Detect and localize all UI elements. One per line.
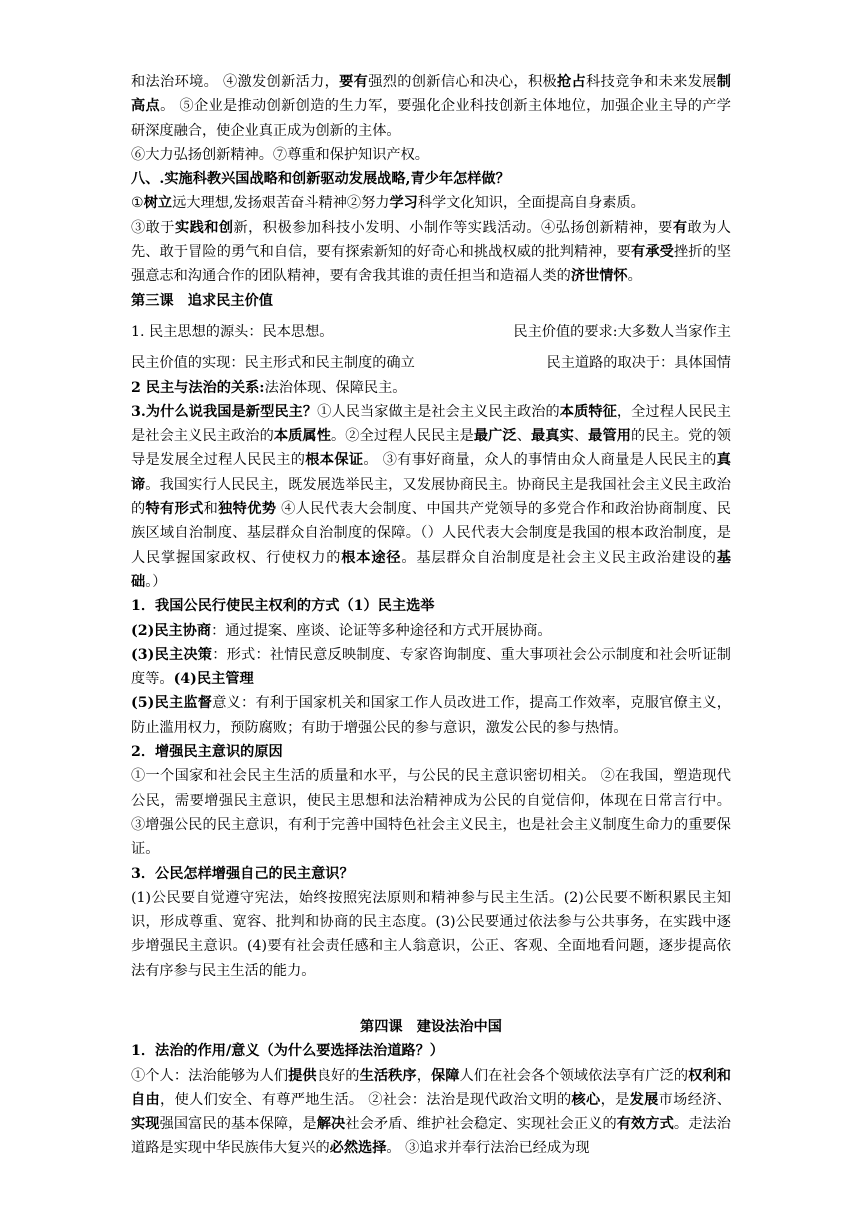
paragraph [131,70,731,143]
bold-text-run: 第三课 追求民主价值 [131,292,273,309]
paragraph [131,167,731,191]
text-run: 法治体现、保障民主。 [264,379,407,396]
bold-text-run: 特有形式 [145,501,204,518]
bold-text-run: 树立 [143,195,173,212]
paragraph [131,1064,731,1161]
bold-text-run: 保障 [431,1067,460,1084]
paragraph [131,1039,731,1063]
text-run: 意义：有利于国家机关和国家工作人员改进工作，提高工作效率，克服官僚主义，防止滥用权力，预防腐败；有助于增强公民的参与意识，激发公民的参与热情。 [131,695,731,736]
bold-text-run: 有 [672,219,688,236]
spacer [131,313,731,320]
text-run: ：通过提案、座谈、论证等多种途径和方式开展协商。 [211,622,552,639]
bold-text-run: 真谛 [131,452,731,493]
spacer [131,983,731,1005]
paragraph [131,862,731,886]
text-run: 。） [145,573,167,590]
bold-text-run: 1．法治的作用/意义（为什么要选择法治道路？） [131,1043,444,1060]
text-run: 人们在社会各个领域依法享有广泛的 [459,1067,689,1084]
text-run: ， [416,1067,432,1084]
bold-text-run: 本质属性 [273,428,331,445]
paragraph [131,289,731,313]
text-run: ：形式：社情民意反映制度、专家咨询制度、重大事项社会公示制度和社会听证制度等。 [131,646,731,688]
text-run: 远大理想,发扬艰苦奋斗精神②努力 [172,195,390,212]
text-run: 市场经济、 [658,1091,731,1108]
spacer [131,344,731,351]
paragraph [131,400,731,594]
text-run: ①个人：法治能够为人们 [131,1067,289,1084]
text-run: ，使人们安全、有尊严地生活。 ②社会：法治是现代政治文明的 [160,1091,572,1108]
bold-text-run: 最真实 [531,428,574,445]
bold-text-run: 3．公民怎样增强自己的民主意识？ [131,865,354,882]
bold-text-run: 生活秩序 [359,1067,417,1084]
two-column-row [131,320,731,344]
text-run: 的民主。党的领导是发展全过程人民民主的 [131,428,731,469]
text-run: ，全过程人民民主是社会主义民主政治的 [131,403,731,445]
bold-text-run: 1．我国公民行使民主权利的方式（1）民主选举 [131,598,435,615]
text-run: 挫折的坚强意志和沟通合作的团队精神，要有舍我其谁的责任担当和造福人类的 [131,244,731,285]
bold-text-run: (2)民主协商 [131,622,212,639]
bold-text-run: 要有 [339,74,369,90]
text-run: 。我国实行人民民主，既发展选举民主，又发展协商民主。协商民主是我国社会主义民主政治的 [131,476,731,518]
text-run: 。走法治道路是实现中华民族伟大复兴的 [131,1116,731,1157]
bold-text-run: 3.为什么说我国是新型民主？ [131,403,318,420]
bold-text-run: 本质特征 [559,403,617,420]
paragraph [131,619,731,643]
bold-text-run: 八、.实施科教兴国战略和创新驱动发展战略,青少年怎样做？ [131,171,510,188]
bold-text-run: 权利和自由 [131,1067,731,1108]
text-run: (1)公民要自觉遵守宪法，始终按照宪法原则和精神参与民主生活。(2)公民要不断积累民主知识，形成尊重、宽容、批判和协商的民主态度。(3)公民要通过依法参与公共事务，在实践中逐步增强民主意识。(4)要有社会责任感和主人翁意识，公正、客观、全面地看问题，逐步提高依法有序参与民主生活的能力。 [131,889,731,979]
text-run: 。 ⑤企业是推动创新创造的生力军，要强化企业科技创新主体地位，加强企业主导的产学研深度融合，使企业真正成为创新的主体。 [131,98,731,139]
bold-text-run: (5)民主监督 [131,695,213,712]
paragraph [131,886,731,983]
bold-text-run: 必然选择 [329,1140,387,1157]
bold-text-run: 最管用 [588,428,632,445]
bold-text-run: (4)民主管理 [173,671,254,688]
row-left-text: 1. 民主思想的源头：民本思想。 [131,323,334,340]
bold-text-run: 提供 [288,1067,317,1084]
paragraph [131,740,731,764]
two-column-row [131,351,731,375]
text-run: 、 [516,428,532,445]
bold-text-run: 根本途径 [341,549,402,566]
text-run: 。②全过程人民民主是 [331,428,474,445]
text-run: 科技竞争和未来发展 [586,74,717,90]
text-run: 。 ③追求并奉行法治已经成为现 [386,1140,590,1157]
text-run: 、 [573,428,589,445]
bold-text-run: 基础 [131,549,731,590]
bold-text-run: 解决 [316,1116,346,1133]
bold-text-run: 发展 [629,1091,659,1108]
paragraph [131,691,731,740]
document-page [131,70,731,1161]
bold-text-run: 实践和创 [174,219,234,236]
row-right-text: 民主道路的取决于：具体国情 [546,355,731,372]
text-run: 。 ③有事好商量，众人的事情由众人商量是人民民主的 [363,452,717,469]
bold-text-run: 2．增强民主意识的原因 [131,744,283,761]
text-run: 良好的 [316,1067,360,1084]
text-run: ，是 [600,1091,630,1108]
row-right-text: 民主价值的要求:大多数人当家作主 [513,323,731,340]
text-run: ⑥大力弘扬创新精神。⑦尊重和保护知识产权。 [131,146,429,163]
text-run: ③敢于 [131,219,175,236]
bold-text-run: 学习 [389,195,418,212]
paragraph [131,764,731,861]
text-run: 科学文化知识，全面提高自身素质。 [417,195,645,212]
text-run: 。基层群众自治制度是社会主义民主政治建设的 [401,549,717,566]
row-left-text: 民主价值的实现：民主形式和民主制度的确立 [131,355,415,372]
bold-text-run: (3)民主决策 [131,646,213,663]
bold-text-run: 有效方式 [616,1116,674,1133]
text-run: ① [131,195,144,212]
text-run: 和 [203,501,219,518]
text-run: ①人民当家做主是社会主义民主政治的 [317,403,560,420]
text-run: 敢为人先、敢于冒险的勇气和自信，要有探索新知的好奇心和挑战权威的批判精神，要 [131,219,731,261]
bold-text-run: 2 民主与法治的关系: [131,379,265,396]
text-run: 新，积极参加科技小发明、小制作等实践活动。④弘扬创新精神，要 [233,219,673,236]
text-run: ①一个国家和社会民主生活的质量和水平，与公民的民主意识密切相关。 ②在我国，塑造现代公民，需要增强民主意识，使民主思想和法治精神成为公民的自觉信仰，体现在日常言行中。 ③增强公民的民主意识，有利于完善中国特色社会主义民主，也是社会主义制度生命力的重要保证。 [131,768,731,858]
bold-text-run: 实现 [131,1116,160,1133]
paragraph [131,376,731,400]
text-run: 和法治环境。 ④激发创新活力， [131,74,340,90]
bold-text-run: 最广泛 [473,428,517,445]
paragraph [131,643,731,692]
paragraph [131,216,731,289]
bold-text-run: 抢占 [557,74,587,90]
bold-text-run: 制高点 [131,74,731,115]
bold-text-run: 有承受 [631,244,674,261]
bold-text-run: 独特优势 [218,501,277,518]
paragraph [131,143,731,167]
text-run: 强烈的创新信心和决心，积极 [368,74,557,90]
text-run: 社会矛盾、维护社会稳定、实现社会正义的 [345,1116,617,1133]
text-run: 强国富民的基本保障，是 [159,1116,317,1133]
section-heading: 第四课 建设法治中国 [360,1018,502,1035]
bold-text-run: 根本保证 [305,452,364,469]
paragraph [131,191,731,215]
bold-text-run: 核心 [571,1091,601,1108]
text-run: ④人民代表大会制度、中国共产党领导的多党合作和政治协商制度、民族区域自治制度、基层群众自治制度的保障。（）人民代表大会制度是我国的根本政治制度，是人民掌握国家政权、行使权力的 [131,501,731,566]
text-run: 。 [627,268,642,285]
paragraph [131,594,731,618]
bold-text-run: 济世情怀 [570,268,628,285]
